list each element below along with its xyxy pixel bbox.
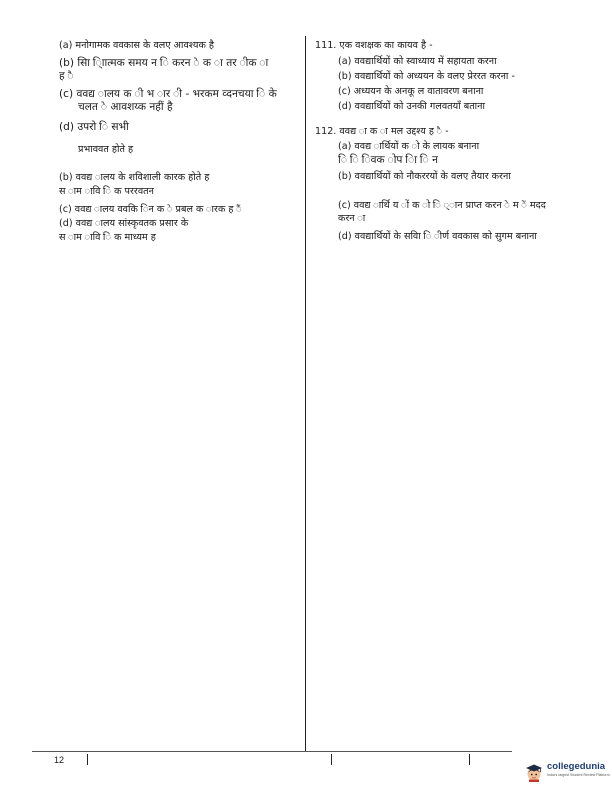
left-line-8: (b) ववद्य ालय के शविशाली कारक होते ह <box>59 172 210 183</box>
question-112-stem: 112. ववद्य ा क ा मल उद्दश्य ह ै - <box>315 126 449 137</box>
column-divider <box>305 36 306 751</box>
brand-logo <box>522 760 608 784</box>
left-line-9: स ाम ावि ि क पररवतन <box>59 186 154 197</box>
page-number: 12 <box>54 755 65 765</box>
footer-tick-1 <box>87 754 88 765</box>
q111-option-a: (a) ववद्यार्थियों को स्वाध्याय में सहायता करना <box>338 56 497 67</box>
question-111-stem: 111. एक वशक्षक का कायव है - <box>315 40 433 51</box>
brand-tagline: India's largest Student Review Platform <box>547 773 610 777</box>
left-line-10: (c) ववद्य ालय ववकि िन क े प्रबल क ारक ह ैं <box>59 204 242 215</box>
footer-tick-2 <box>331 754 332 765</box>
q112-option-c-cont: करन ा <box>338 213 366 224</box>
q111-option-c: (c) अध्ययन के अनकू ल वातावरण बनाना <box>338 86 484 97</box>
left-line-1: (a) मनोगामक ववकास के वलए आवश्यक है <box>59 40 214 51</box>
left-line-7: प्रभाववत होते ह <box>78 144 134 155</box>
q112-option-c: (c) ववद्य ार्थि य ों क ो ि ्ान प्राप्त करन े म ें मदद <box>338 200 546 211</box>
left-line-6: (d) उपरो ि सभी <box>59 121 129 133</box>
graduate-avatar-icon <box>524 762 544 782</box>
q111-option-d: (d) ववद्यार्थियों को उनकी गलवतयाँ बताना <box>338 101 485 112</box>
q112-option-b: (b) ववद्यार्थियों को नौकररयों के वलए तैयार करना <box>338 171 511 182</box>
left-line-5: चलत े आवशय्क नहीं है <box>78 101 173 113</box>
footer-tick-3 <box>469 754 470 765</box>
q112-option-a-cont: ि ि िवक ोप ाि ि न <box>338 154 439 166</box>
left-line-4: (c) ववद्य ालय क ी भ ार ी - भरकम व्दनचया ि के <box>59 88 277 100</box>
q112-option-a: (a) ववद्य ार्थियों क ो के लायक बनाना <box>338 141 480 152</box>
left-line-2: (b) साि ि्ाात्मक समय न ि करन े क ा तर ीक ा <box>59 57 269 69</box>
left-line-11: (d) ववद्य ालय सांस्कृवतक प्रसार के <box>59 218 189 229</box>
left-line-12: स ाम ावि ि क माध्यम ह <box>59 232 156 243</box>
q111-option-b: (b) ववद्यार्थियों को अध्ययन के वलए प्रेररत करना - <box>338 71 515 82</box>
left-line-3: ह ै <box>59 70 74 82</box>
brand-name: collegedunia <box>547 761 606 772</box>
q112-option-d: (d) ववद्यार्थियों के सवाि ि ीर्ण ववकास को सुगम बनाना <box>338 231 537 242</box>
footer-rule <box>32 751 512 752</box>
